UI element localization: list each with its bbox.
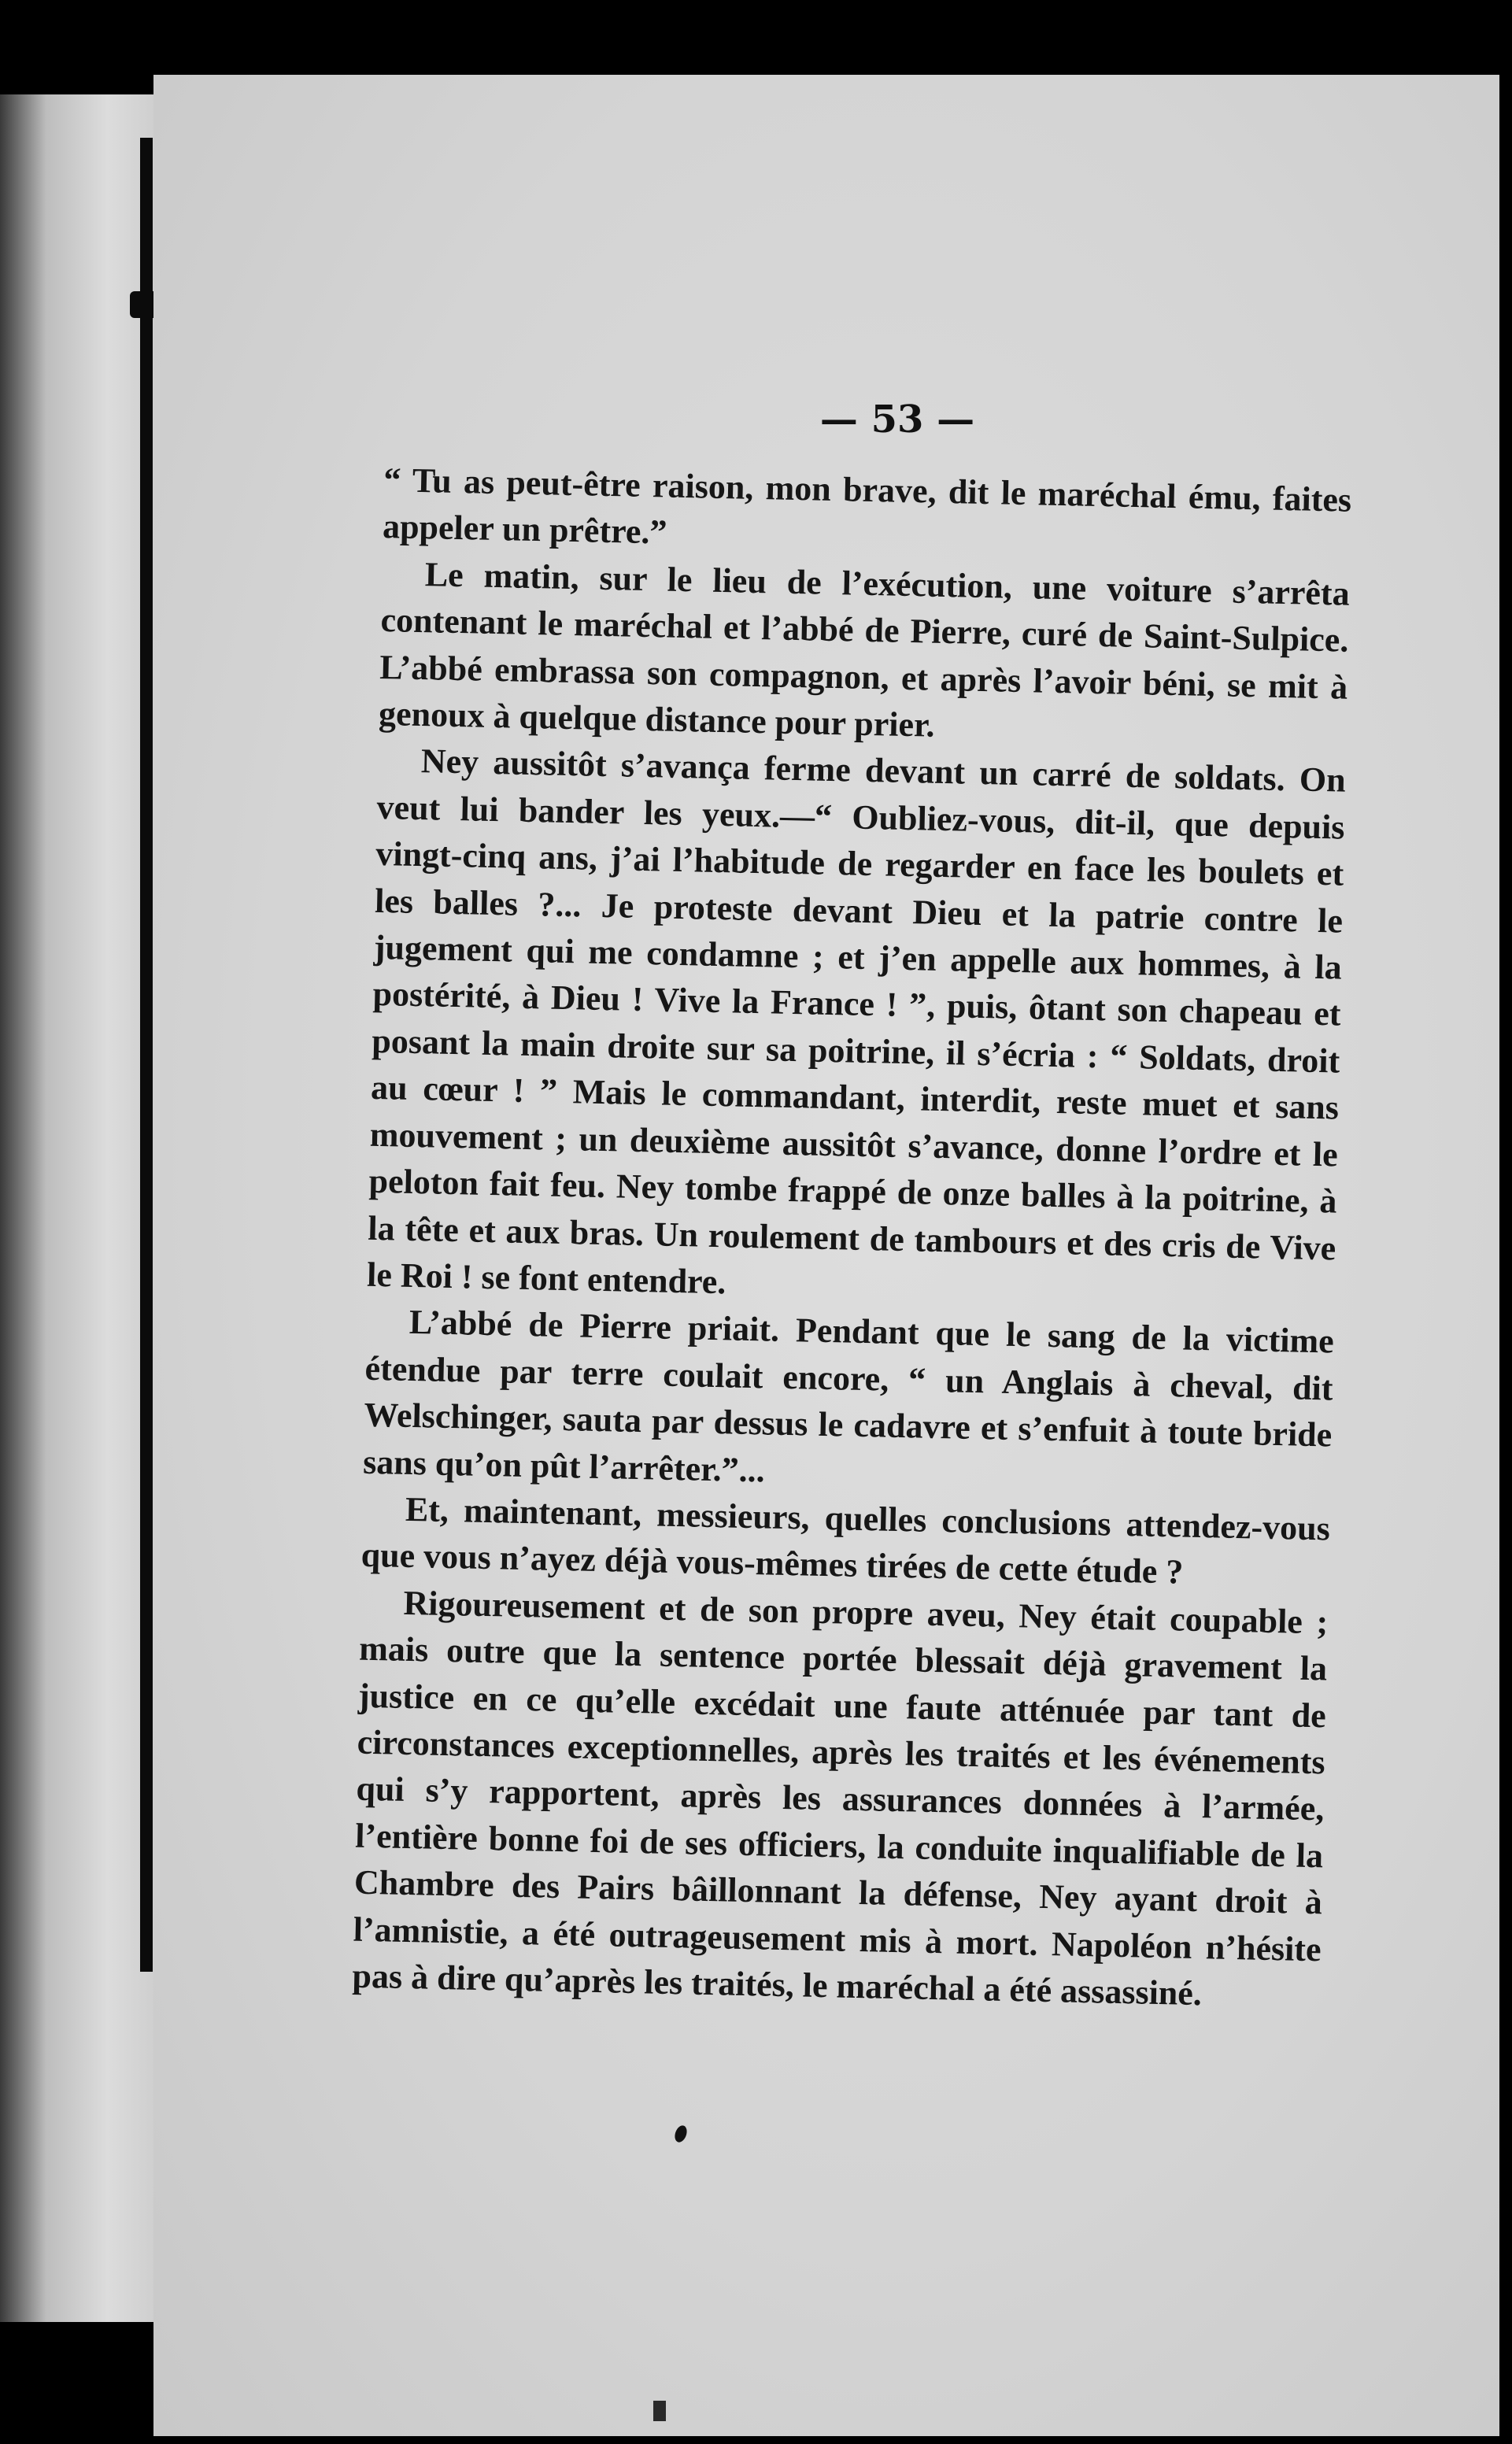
scan-mark [653,2401,666,2421]
paragraph-execution-morning: Le matin, sur le lieu de l’exécution, une voiture s’arrêta contenant le maréchal et l’abbé de Pierre, curé de Saint-Sulpice. L’abbé embrassa son compagnon, et après l’avoir béni, se mit à genoux à quelque distance pour prier. [378,554,1351,745]
body-text [352,457,1352,2020]
book-spine [140,138,153,1972]
paragraph-abbe-prayer: L’abbé de Pierre priait. Pendant que le sang de la victime étendue par terre coulait encore, “ un Anglais à cheval, dit Welschinger, sauta par dessus le cadavre et s’enfuit à toute bride sans qu’on pût l’arrêter.”... [362,1303,1335,1489]
paragraph-ney-speech: Ney aussitôt s’avança ferme devant un carré de soldats. On veut lui bander les yeux.—“ Oubliez-vous, dit-il, que depuis vingt-cinq ans, j’ai l’habitude de regarder en face les boulets et les balles ?... Je proteste devant Dieu et la patrie contre le jugement qui me condamne ; et j’en appelle aux hommes, à la postérité, à Dieu ! Vive la France ! ”, puis, ôtant son chapeau et posant la main droite sur sa poitrine, il s’écria : “ Soldats, droit au cœur ! ” Mais le commandant, interdit, reste muet et sans mouvement ; un deuxième aussitôt s’avance, donne l’ordre et le peloton fait feu. Ney tombe frappé de onze balles à la poitrine, à la tête et aux bras. Un roulement de tambours et des cris de Vive le Roi ! se font entendre. [366,741,1347,1302]
paragraph-verdict: Rigoureusement et de son propre aveu, Ney était coupable ; mais outre que la sentence portée blessait déjà gravement la justice en ce qu’elle excédait une faute atténuée par tant de circonstances exceptionnelles, après les traités et les événements qui s’y rapportent, après les assurances données à l’armée, l’entière bonne foi de ses officiers, la conduite inqualifiable de la Chambre des Pairs bâillonnant la défense, Ney ayant droit à l’amnistie, a été outrageusement mis à mort. Napoléon n’hésite pas à dire qu’après les traités, le maréchal a été assassiné. [352,1583,1329,2013]
page-number: — 53 — [819,397,975,442]
left-page-edge [0,94,153,2322]
paragraph-quote-1: “ Tu as peut-être raison, mon brave, dit le maréchal ému, faites appeler un prêtre.” [382,460,1352,552]
paragraph-conclusions: Et, maintenant, messieurs, quelles conclusions attendez-vous que vous n’ayez déjà vous-mêmes tirées de cette étude ? [360,1489,1331,1592]
